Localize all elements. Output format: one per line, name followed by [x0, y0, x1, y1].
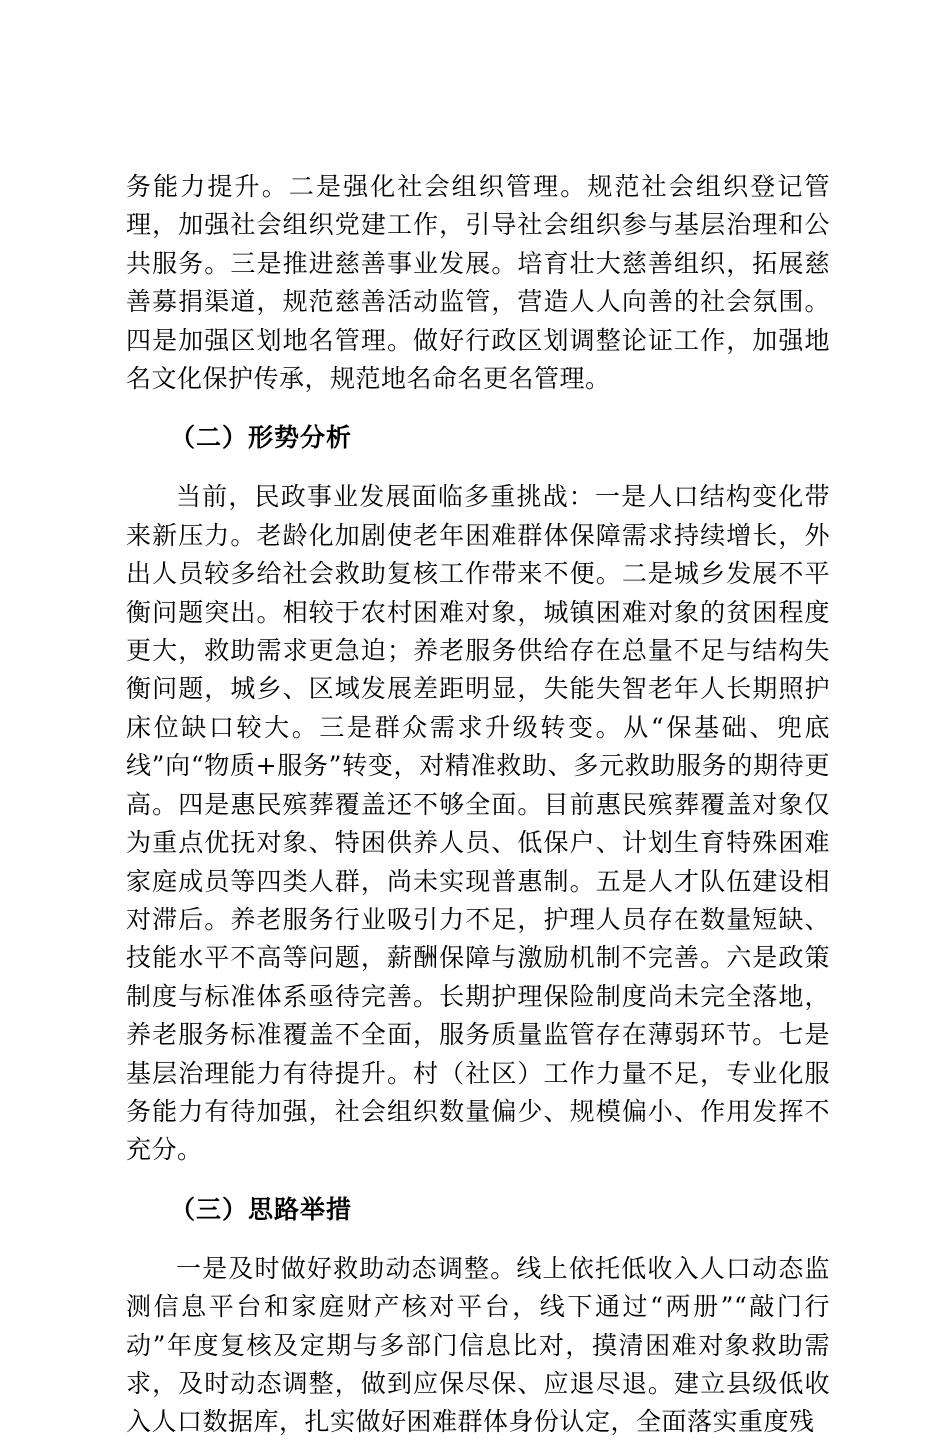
body-paragraph-continued: 务能力提升。二是强化社会组织管理。规范社会组织登记管理，加强社会组织党建工作，引导社会组织参与基层治理和公共服务。三是推进慈善事业发展。培育壮大慈善组织，拓展慈善募捐渠道，规范慈善活动监管，营造人人向善的社会氛围。四是加强区划地名管理。做好行政区划调整论证工作，加强地名文化保护传承，规范地名命名更名管理。 [126, 172, 830, 394]
section-heading-measures: （三）思路举措 [170, 1194, 353, 1224]
body-paragraph-situation: 当前，民政事业发展面临多重挑战：一是人口结构变化带来新压力。老龄化加剧使老年困难群体保障需求持续增长，外出人员较多给社会救助复核工作带来不便。二是城乡发展不平衡问题突出。相较于农村困难对象，城镇困难对象的贫困程度更大，救助需求更急迫；养老服务供给存在总量不足与结构失衡问题，城乡、区域发展差距明显，失能失智老年人长期照护床位缺口较大。三是群众需求升级转变。从“保基础、兜底线”向“物质+服务”转变，对精准救助、多元救助服务的期待更高。四是惠民殡葬覆盖还不够全面。目前惠民殡葬覆盖对象仅为重点优抚对象、特困供养人员、低保户、计划生育特殊困难家庭成员等四类人群，尚未实现普惠制。五是人才队伍建设相对滞后。养老服务行业吸引力不足，护理人员存在数量短缺、技能水平不高等问题，薪酬保障与激励机制不完善。六是政策制度与标准体系亟待完善。长期护理保险制度尚未完全落地，养老服务标准覆盖不全面，服务质量监管存在薄弱环节。七是基层治理能力有待提升。村（社区）工作力量不足，专业化服务能力有待加强，社会组织数量偏少、规模偏小、作用发挥不充分。 [126, 482, 830, 1165]
body-paragraph-measures: 一是及时做好救助动态调整。线上依托低收入人口动态监测信息平台和家庭财产核对平台，线下通过“两册”“敲门行动”年度复核及定期与多部门信息比对，摸清困难对象救助需求，及时动态调整，做到应保尽保、应退尽退。建立县级低收入人口数据库，扎实做好困难群体身份认定，全面落实重度残 [126, 1253, 830, 1437]
document-body [126, 168, 830, 1442]
section-heading-situation-analysis: （二）形势分析 [170, 423, 353, 453]
